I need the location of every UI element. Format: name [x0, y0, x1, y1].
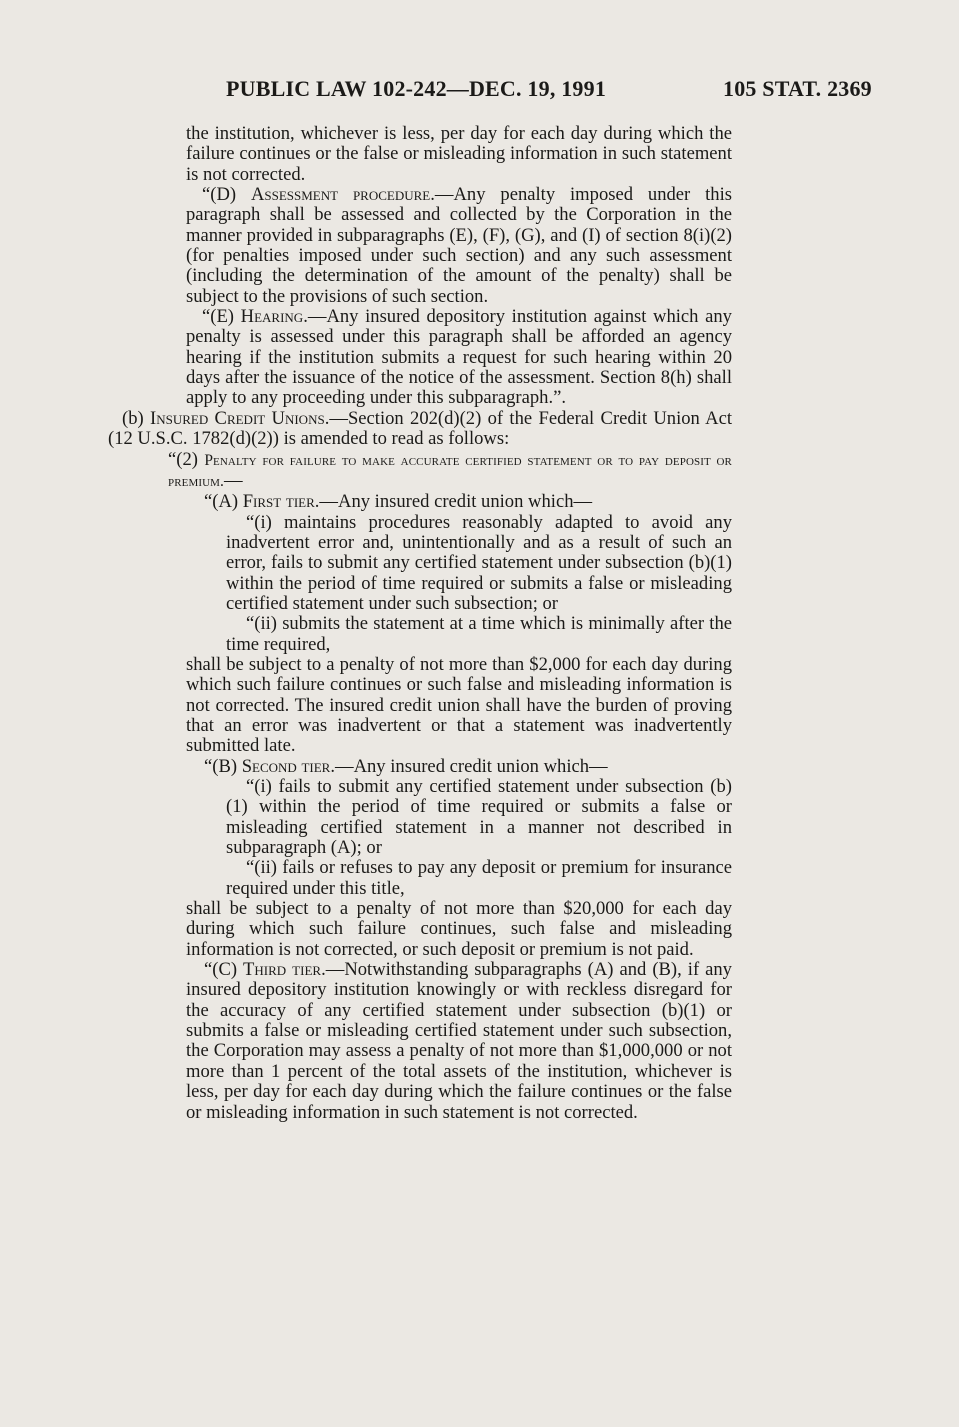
subparagraph-e [108, 307, 732, 409]
paragraph-text: —Any insured credit union which— [319, 491, 593, 513]
paragraph-designator: “(C) [204, 959, 244, 981]
paragraph-designator: “(A) [204, 491, 243, 513]
flush-text-b [108, 899, 732, 960]
subparagraph-c [108, 960, 732, 1123]
paragraph-text: the institution, whichever is less, per day for each day during which the failure continues or the false or misleading information in such statement is not corrected. [186, 123, 732, 185]
subparagraph-a [108, 492, 732, 512]
paragraph-text: shall be subject to a penalty of not more than $20,000 for each day during which such failure continues, such false and misleading information is not corrected, or such deposit or premium is not paid. [186, 898, 732, 960]
running-title: PUBLIC LAW 102-242—DEC. 19, 1991 [226, 76, 607, 101]
flush-text-a [108, 655, 732, 757]
subparagraph-d [108, 185, 732, 307]
paragraph-heading: Insured Credit Unions. [150, 407, 330, 429]
paragraph-text: —Notwithstanding subparagraphs (A) and (B), if any insured depository institution knowingly or with reckless disregard for the accuracy of any certified statement under subsection (b)(1) or submits a false or misleading certified statement under such subsection, the Corporation may assess a penalty of not more than $1,000,000 or not more than 1 percent of the total assets of the institution, whichever is less, per day for each day during which the failure continues or the false or misleading information in such statement is not corrected. [186, 959, 732, 1123]
paragraph-heading: Penalty for failure to make accurate certified statement or to pay deposit or premium. [168, 451, 732, 490]
paragraph-text: “(ii) fails or refuses to pay any deposit or premium for insurance required under this title, [226, 857, 732, 899]
paragraph-text: shall be subject to a penalty of not more than $2,000 for each day during which such failure continues or such false and misleading information is not corrected. The insured credit union shall have the burden of proving that an error was inadvertent or that a statement was inadvertently submitted late. [186, 653, 732, 757]
paragraph-text: —Any insured depository institution against which any penalty is assessed under this paragraph shall be afforded an agency hearing if the institution submits a request for such hearing within 20 days after the issuance of the notice of the assessment. Section 8(h) shall apply to any proceeding under this subparagraph.”. [186, 306, 732, 409]
paragraph-text: —Any penalty imposed under this paragraph shall be assessed and collected by the Corporation in the manner provided in subparagraphs (E), (F), (G), and (I) of section 8(i)(2) (for penalties imposed under such section) and any such assessment (including the determination of the amount of the penalty) shall be subject to the provisions of such section. [186, 184, 732, 307]
page-stat-number: 105 STAT. 2369 [723, 76, 872, 101]
clause-a-ii [108, 614, 732, 655]
paragraph-heading: Hearing. [240, 306, 308, 328]
paragraph-text: —Any insured credit union which— [334, 755, 608, 777]
paragraph-2-heading [108, 450, 732, 493]
paragraph-heading: Third tier. [243, 959, 326, 981]
paragraph-designator: “(2) [168, 448, 205, 470]
paragraph-designator: (b) [122, 407, 151, 429]
subparagraph-b [108, 757, 732, 777]
paragraph-heading: First tier. [242, 491, 320, 513]
paragraph-text: “(ii) submits the statement at a time which is minimally after the time required, [226, 613, 732, 655]
paragraph-designator: “(E) [202, 306, 241, 328]
paragraph-text: “(i) fails to submit any certified statement under subsection (b)(1) within the period of time required or submits a false or misleading certified statement in a manner not described in subparagraph (A); or [226, 776, 732, 859]
paragraph-designator: “(D) [202, 184, 251, 206]
paragraph-text: “(i) maintains procedures reasonably adapted to avoid any inadvertent error and, unintentionally and as a result of such an error, fails to submit any certified statement under subsection (b)(1) within the period of time required or submits a false or misleading certified statement under such subsection; or [226, 511, 732, 614]
paragraph-continuation [108, 124, 732, 185]
clause-a-i [108, 513, 732, 615]
page-header [0, 76, 959, 106]
statute-body [108, 124, 732, 1123]
paragraph-text: —Section 202(d)(2) of the Federal Credit Union Act (12 U.S.C. 1782(d)(2)) is amended to read as follows: [108, 407, 732, 450]
subsection-b [108, 409, 732, 450]
paragraph-heading: Second tier. [241, 755, 335, 777]
paragraph-designator: “(B) [204, 755, 242, 777]
clause-b-ii [108, 858, 732, 899]
paragraph-heading: Assessment procedure. [250, 184, 435, 206]
clause-b-i [108, 777, 732, 858]
paragraph-text: — [224, 469, 243, 491]
